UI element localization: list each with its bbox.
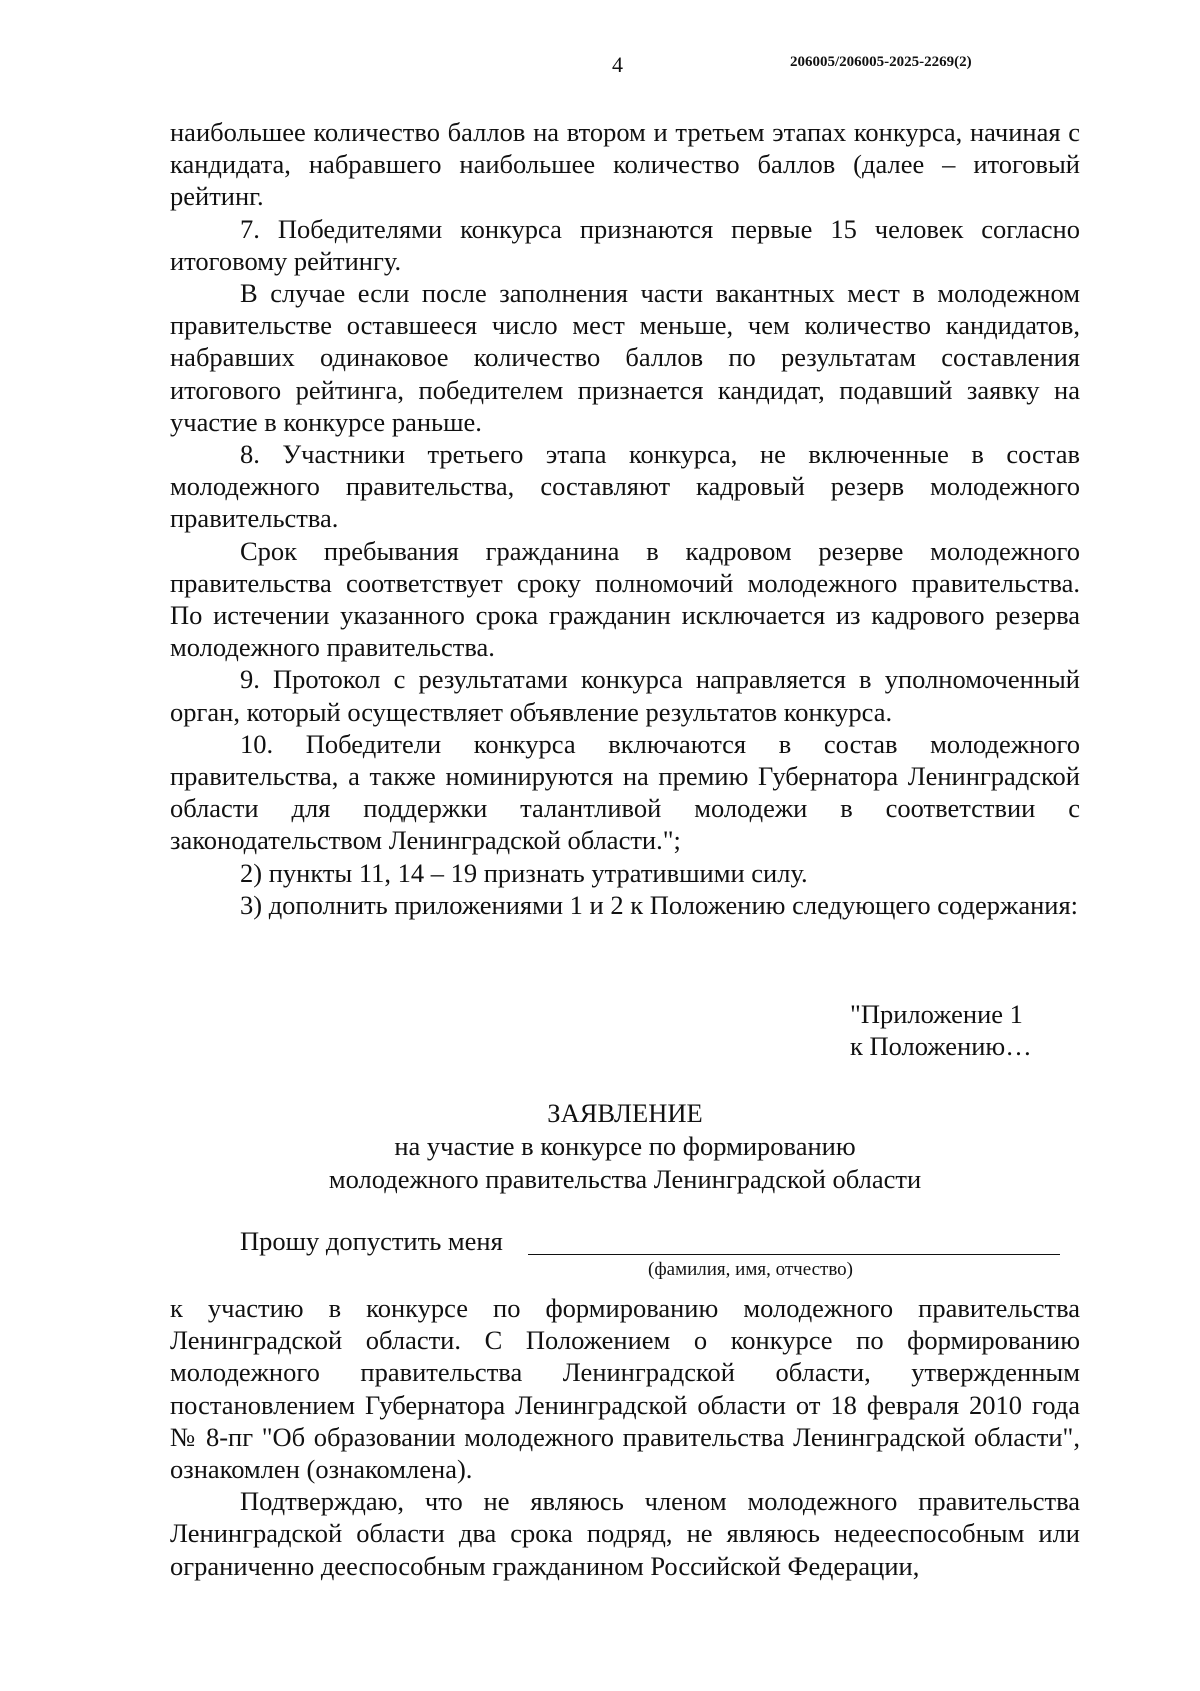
decree-text (170, 116, 1080, 921)
application-title: ЗАЯВЛЕНИЕ (547, 1098, 703, 1128)
paragraph-7-tie: В случае если после заполнения части вакантных мест в молодежном правительстве оставшееся число мест меньше, чем количество кандидатов, набравших одинаковое количество баллов по результатам составления итогового рейтинга, победителем признается кандидат, подавший заявку на участие в конкурсе раньше. (170, 278, 1080, 437)
full-name-hint: (фамилия, имя, отчество) (648, 1259, 854, 1280)
paragraph-8-term: Срок пребывания гражданина в кадровом резерве молодежного правительства соответствует сроку полномочий молодежного правительства. По истечении указанного срока гражданин исключается из кадрового резерва молодежного правительства. (170, 535, 1080, 663)
annex-line-2: к Положению… (850, 1031, 1032, 1062)
paragraph-9: 9. Протокол с результатами конкурса направляется в уполномоченный орган, который осуществляет объявление результатов конкурса. (170, 664, 1080, 727)
application-text (170, 1292, 1080, 1582)
application-subtitle-1: на участие в конкурсе по формированию (394, 1131, 856, 1161)
page-number: 4 (612, 52, 623, 77)
application-title-block (170, 1097, 1080, 1196)
annex-line-1: "Приложение 1 (850, 999, 1023, 1029)
paragraph-item-2: 2) пункты 11, 14 – 19 признать утратившими силу. (240, 857, 808, 888)
paragraph-8: 8. Участники третьего этапа конкурса, не включенные в состав молодежного правительства, составляют кадровый резерв молодежного правительства. (170, 439, 1080, 534)
application-subtitle-2: молодежного правительства Ленинградской области (328, 1164, 922, 1194)
paragraph-10: 10. Победители конкурса включаются в состав молодежного правительства, а также номинируются на премию Губернатора Ленинградской области для поддержки талантливой молодежи в соответствии с законодательством Ленинградской области."; (170, 728, 1080, 856)
paragraph-rating-continuation: наибольшее количество баллов на втором и третьем этапах конкурса, начиная с кандидата, набравшего наибольшее количество баллов (далее – итоговый рейтинг. (170, 117, 1080, 212)
paragraph-item-3: 3) дополнить приложениями 1 и 2 к Положению следующего содержания: (240, 889, 1078, 920)
full-name-blank-field (528, 1254, 1060, 1255)
request-prefix: Прошу допустить меня (240, 1226, 503, 1256)
application-paragraph-consent: к участию в конкурсе по формированию молодежного правительства Ленинградской области. С Положением о конкурсе по формированию молодежного правительства Ленинградской области, утвержденным постановлением Губернатора Ленинградской области от 18 февраля 2010 года № 8-пг "Об образовании молодежного правительства Ленинградской области", ознакомлен (ознакомлена). (170, 1293, 1080, 1485)
paragraph-7: 7. Победителями конкурса признаются первые 15 человек согласно итоговому рейтингу. (170, 213, 1080, 276)
document-id: 206005/206005-2025-2269(2) (790, 54, 972, 70)
annex-reference (850, 998, 1032, 1062)
application-paragraph-confirm: Подтверждаю, что не являюсь членом молодежного правительства Ленинградской области два срока подряд, не являюсь недееспособным или ограниченно дееспособным гражданином Российской Федерации, (170, 1486, 1080, 1581)
